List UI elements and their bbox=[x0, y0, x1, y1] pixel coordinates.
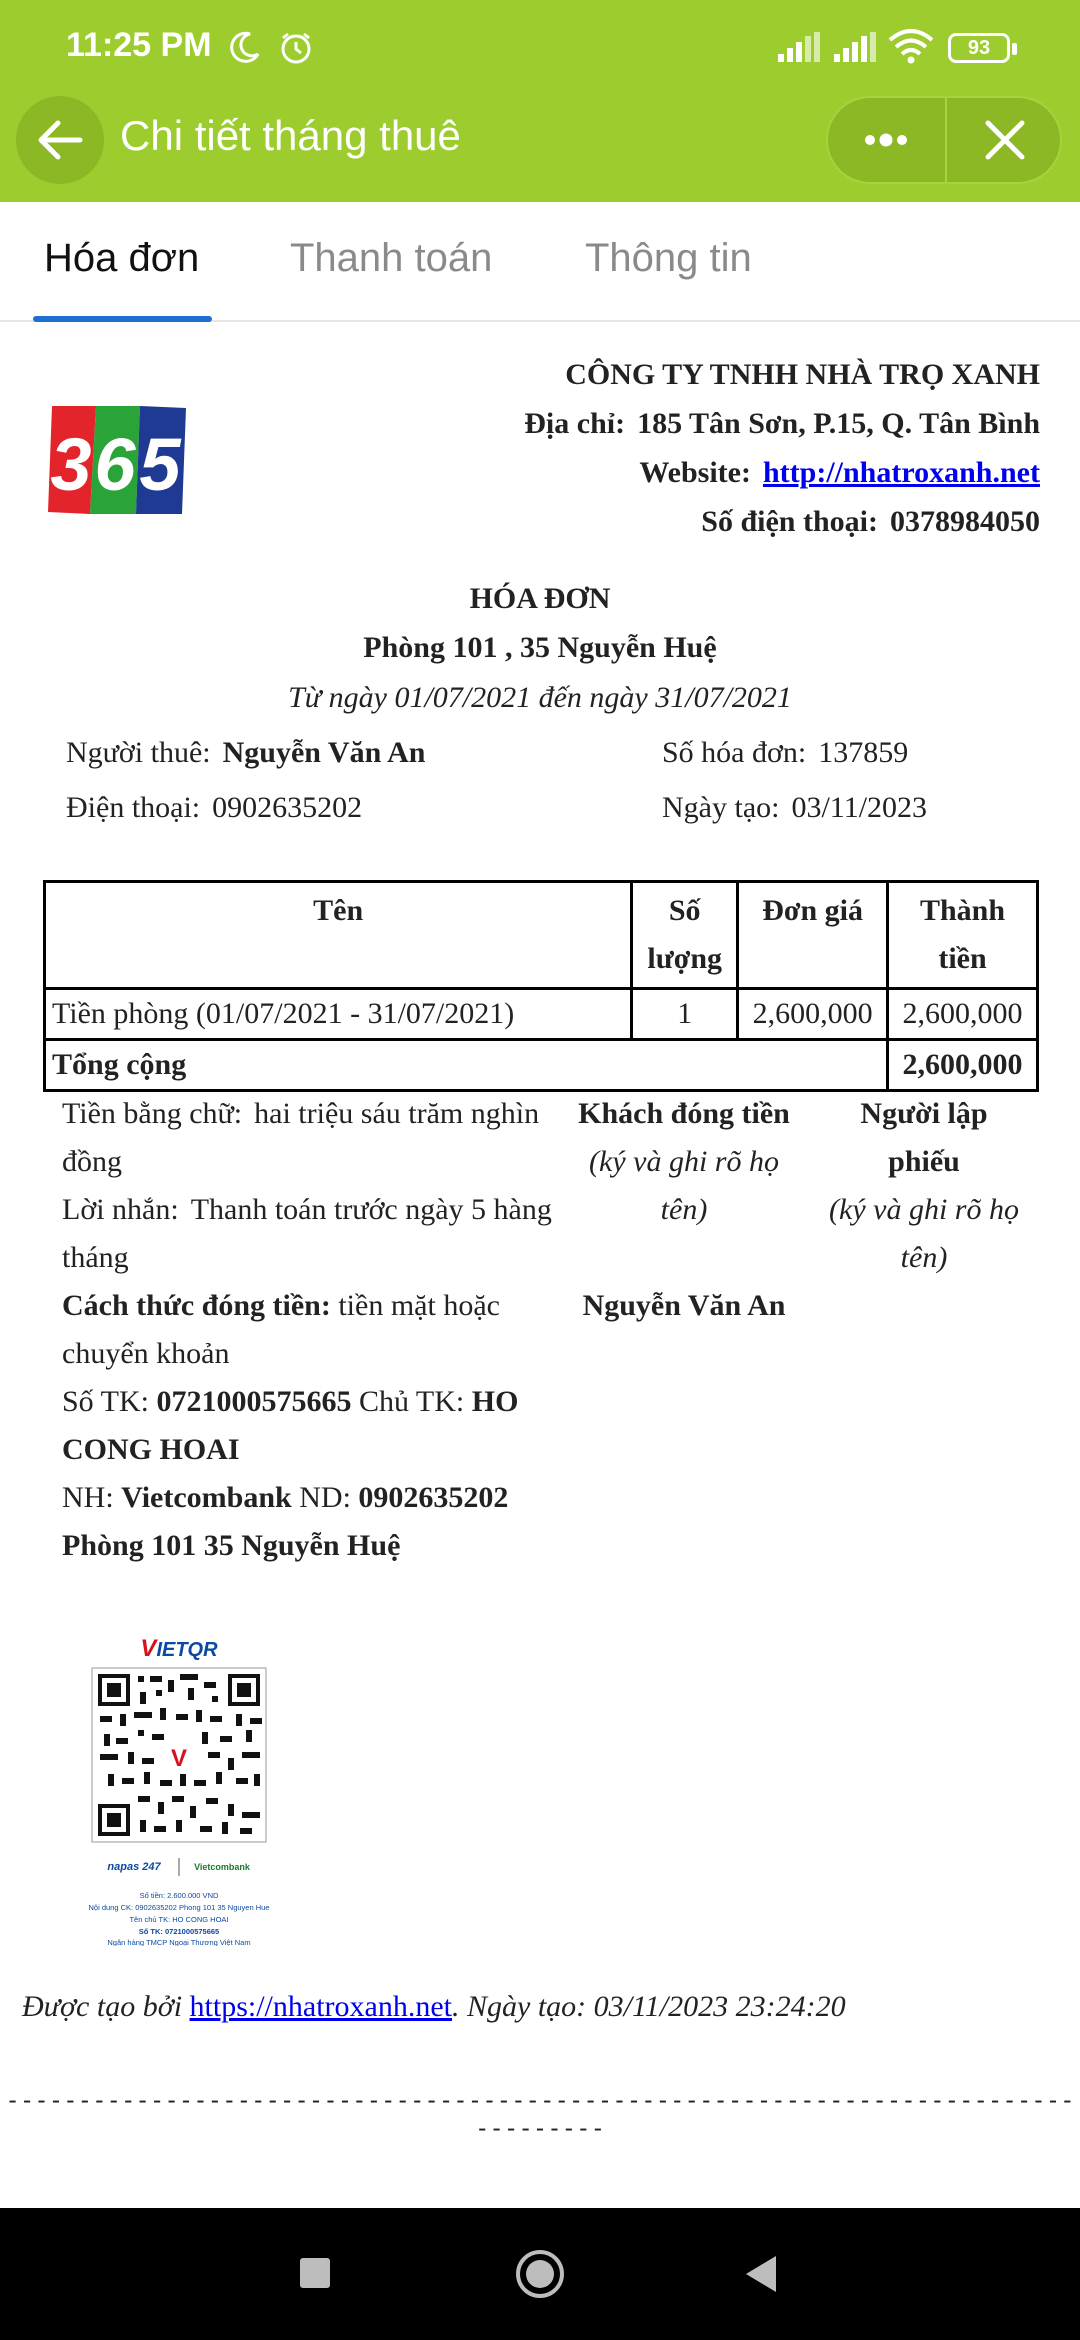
payer-hint: (ký và ghi rõ họ tên) bbox=[589, 1145, 779, 1226]
alarm-icon bbox=[278, 30, 314, 71]
total-value: 2,600,000 bbox=[888, 1040, 1038, 1091]
invoice-room: Phòng 101 , 35 Nguyễn Huệ bbox=[363, 631, 717, 664]
close-icon bbox=[948, 98, 1062, 182]
moon-icon bbox=[228, 30, 262, 69]
app-bar bbox=[0, 96, 1080, 202]
tab-indicator bbox=[33, 316, 212, 322]
invoice-table bbox=[43, 880, 1039, 1092]
svg-text:Tên chủ TK: HO CONG HOAI: Tên chủ TK: HO CONG HOAI bbox=[129, 1915, 229, 1924]
svg-text:Số TK: 0721000575665: Số TK: 0721000575665 bbox=[138, 1927, 220, 1936]
signal-icon bbox=[778, 32, 820, 67]
column-header: Thành tiền bbox=[888, 882, 1038, 989]
svg-text:6: 6 bbox=[94, 423, 136, 506]
qr-code-image bbox=[76, 1630, 282, 1946]
amount-in-words: Tiền bằng chữ: hai triệu sáu trăm nghìn đồng bbox=[62, 1097, 540, 1178]
column-header: Tên bbox=[45, 882, 632, 989]
payer-signature bbox=[568, 1090, 800, 1330]
tab-info[interactable]: Thông tin bbox=[585, 236, 752, 280]
status-bar bbox=[0, 0, 1080, 96]
invoice-date-range: Từ ngày 01/07/2021 đến ngày 31/07/2021 bbox=[288, 681, 792, 714]
invoice-number: Số hóa đơn: 137859 bbox=[662, 736, 909, 769]
wifi-icon bbox=[888, 28, 934, 69]
company-website: Website: http://nhatroxanh.net bbox=[639, 456, 1040, 489]
total-label: Tổng cộng bbox=[45, 1040, 888, 1091]
battery-icon bbox=[948, 33, 1010, 63]
table-header-row bbox=[45, 882, 1038, 989]
company-name: CÔNG TY TNHH NHÀ TRỌ XANH bbox=[565, 358, 1040, 391]
svg-text:VIETQR: VIETQR bbox=[140, 1635, 218, 1662]
top-bar bbox=[0, 0, 1080, 202]
app-bar-actions bbox=[826, 96, 1062, 184]
svg-text:3: 3 bbox=[50, 423, 92, 506]
issuer-signature bbox=[826, 1090, 1022, 1282]
divider-dashes: ----------------------------------------------------------------------------------- bbox=[5, 2086, 1075, 2142]
message: Lời nhắn: Thanh toán trước ngày 5 hàng tháng bbox=[62, 1193, 552, 1274]
back-nav-button[interactable] bbox=[740, 2242, 780, 2306]
company-address: Địa chỉ: 185 Tân Sơn, P.15, Q. Tân Bình bbox=[524, 407, 1040, 440]
invoice-view bbox=[0, 324, 1080, 2208]
table-cell: 2,600,000 bbox=[738, 989, 888, 1040]
tab-payment[interactable]: Thanh toán bbox=[290, 236, 493, 280]
svg-text:Số tiền: 2.600.000 VND: Số tiền: 2.600.000 VND bbox=[139, 1891, 219, 1900]
table-cell: Tiền phòng (01/07/2021 - 31/07/2021) bbox=[45, 989, 632, 1040]
close-button[interactable] bbox=[948, 98, 1062, 182]
table-total-row bbox=[45, 1040, 1038, 1091]
payment-method: Cách thức đóng tiền: tiền mặt hoặc chuyển khoản bbox=[62, 1289, 500, 1370]
more-button[interactable] bbox=[828, 98, 944, 182]
svg-text:Nội dung CK: 0902635202 Phong: Nội dung CK: 0902635202 Phong 101 35 Nguyen Hue bbox=[88, 1903, 270, 1912]
svg-text:V: V bbox=[170, 1745, 188, 1772]
payer-heading: Khách đóng tiền bbox=[578, 1097, 790, 1130]
tab-invoice[interactable]: Hóa đơn bbox=[44, 236, 200, 280]
payment-details bbox=[62, 1090, 562, 1570]
status-time: 11:25 PM bbox=[66, 26, 212, 64]
company-phone: Số điện thoại: 0378984050 bbox=[701, 505, 1040, 538]
svg-text:Ngân hàng TMCP Ngoại Thương Vi: Ngân hàng TMCP Ngoại Thương Việt Nam bbox=[107, 1938, 251, 1946]
footer-link[interactable]: https://nhatroxanh.net bbox=[189, 1990, 453, 2023]
svg-text:napas 247: napas 247 bbox=[107, 1861, 161, 1873]
svg-text:Vietcombank: Vietcombank bbox=[194, 1862, 250, 1872]
more-dots-icon bbox=[828, 98, 944, 182]
tab-bar bbox=[0, 202, 1080, 322]
home-button[interactable] bbox=[514, 2242, 566, 2306]
invoice-created-date: Ngày tạo: 03/11/2023 bbox=[662, 791, 928, 824]
bank-account: Số TK: 0721000575665 Chủ TK: HO CONG HOAI bbox=[62, 1385, 519, 1466]
tenant-phone: Điện thoại: 0902635202 bbox=[66, 791, 363, 824]
vietqr-block bbox=[76, 1630, 282, 1946]
table-row bbox=[45, 989, 1038, 1040]
tenant-name: Người thuê: Nguyễn Văn An bbox=[66, 736, 426, 769]
issuer-heading: Người lập phiếu bbox=[860, 1097, 988, 1178]
website-link[interactable]: http://nhatroxanh.net bbox=[762, 456, 1040, 489]
table-cell: 1 bbox=[632, 989, 738, 1040]
payer-name: Nguyễn Văn An bbox=[582, 1289, 786, 1322]
page-title: Chi tiết tháng thuê bbox=[120, 112, 461, 159]
battery-level: 93 bbox=[967, 37, 991, 59]
system-nav-bar bbox=[0, 2208, 1080, 2340]
recent-apps-button[interactable] bbox=[298, 2242, 332, 2306]
back-arrow-icon bbox=[16, 96, 104, 184]
bank-transfer: NH: Vietcombank ND: 0902635202 Phòng 101 35 Nguyễn Huệ bbox=[62, 1481, 509, 1562]
svg-text:5: 5 bbox=[139, 423, 181, 506]
company-info bbox=[524, 350, 1040, 546]
generated-by-footer: Được tạo bởi https://nhatroxanh.net. Ngày tạo: 03/11/2023 23:24:20 bbox=[22, 1990, 846, 2023]
column-header: Đơn giá bbox=[738, 882, 888, 989]
issuer-hint: (ký và ghi rõ họ tên) bbox=[829, 1193, 1019, 1274]
divider bbox=[945, 98, 947, 182]
column-header: Số lượng bbox=[632, 882, 738, 989]
back-button[interactable] bbox=[16, 96, 104, 184]
table-cell: 2,600,000 bbox=[888, 989, 1038, 1040]
invoice-title: HÓA ĐƠN bbox=[469, 582, 611, 615]
signal-icon bbox=[834, 32, 876, 67]
company-logo bbox=[46, 402, 188, 528]
